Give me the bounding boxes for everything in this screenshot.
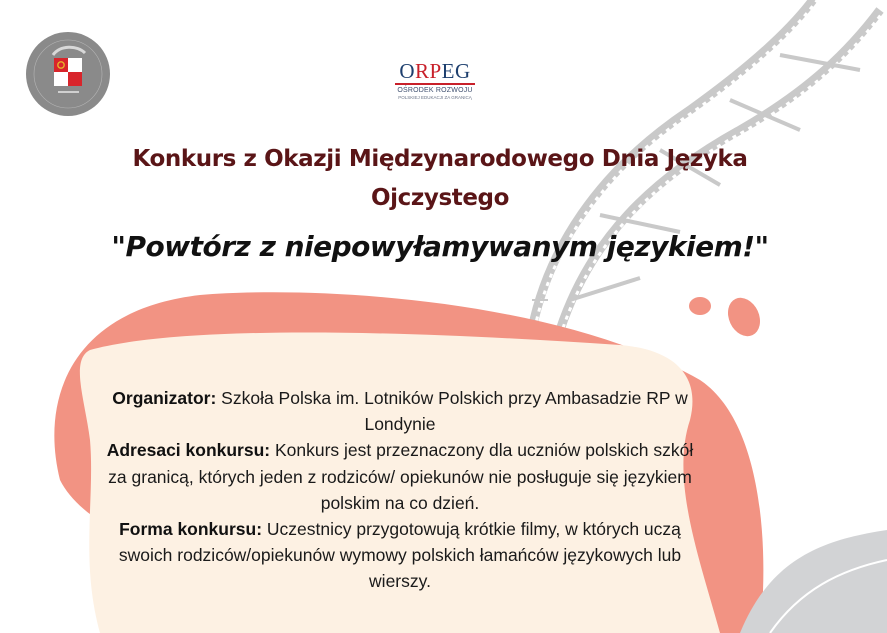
orpeg-underline — [395, 83, 475, 85]
title-line-2: Ojczystego — [371, 185, 509, 211]
format-text: Uczestnicy przygotowują krótkie filmy, w których uczą swoich rodziców/opiekunów wymowy polskich łamańców językowych lub wierszy. — [118, 519, 682, 592]
format-label: Forma konkursu: — [119, 519, 263, 540]
title-line-1: Konkurs z Okazji Międzynarodowego Dnia Języka — [132, 146, 748, 172]
school-logo — [25, 31, 111, 117]
audience-section — [105, 437, 695, 516]
contest-slogan: "Powtórz z niepowyłamywanym językiem!" — [111, 230, 769, 263]
organizer-section — [105, 385, 695, 437]
orpeg-wordmark: ORPEG — [399, 59, 471, 83]
orpeg-subtitle-line2: POLSKIEJ EDUKACJI ZA GRANICĄ — [398, 95, 472, 100]
contest-info — [105, 385, 695, 595]
format-section — [105, 516, 695, 595]
organizer-text: Szkoła Polska im. Lotników Polskich przy Ambasadzie RP w Londynie — [216, 388, 688, 435]
audience-label: Adresaci konkursu: — [106, 440, 271, 461]
audience-text: Konkurs jest przeznaczony dla uczniów polskich szkół za granicą, których jeden z rodziców/ opiekunów nie posługuje się językiem polskim na co dzień. — [108, 440, 694, 513]
orpeg-subtitle-line1: OŚRODEK ROZWOJU — [397, 87, 473, 94]
school-emblem-icon — [25, 31, 111, 117]
orpeg-logo — [393, 60, 477, 108]
organizer-label: Organizator: — [112, 388, 217, 408]
page-title — [40, 140, 840, 218]
